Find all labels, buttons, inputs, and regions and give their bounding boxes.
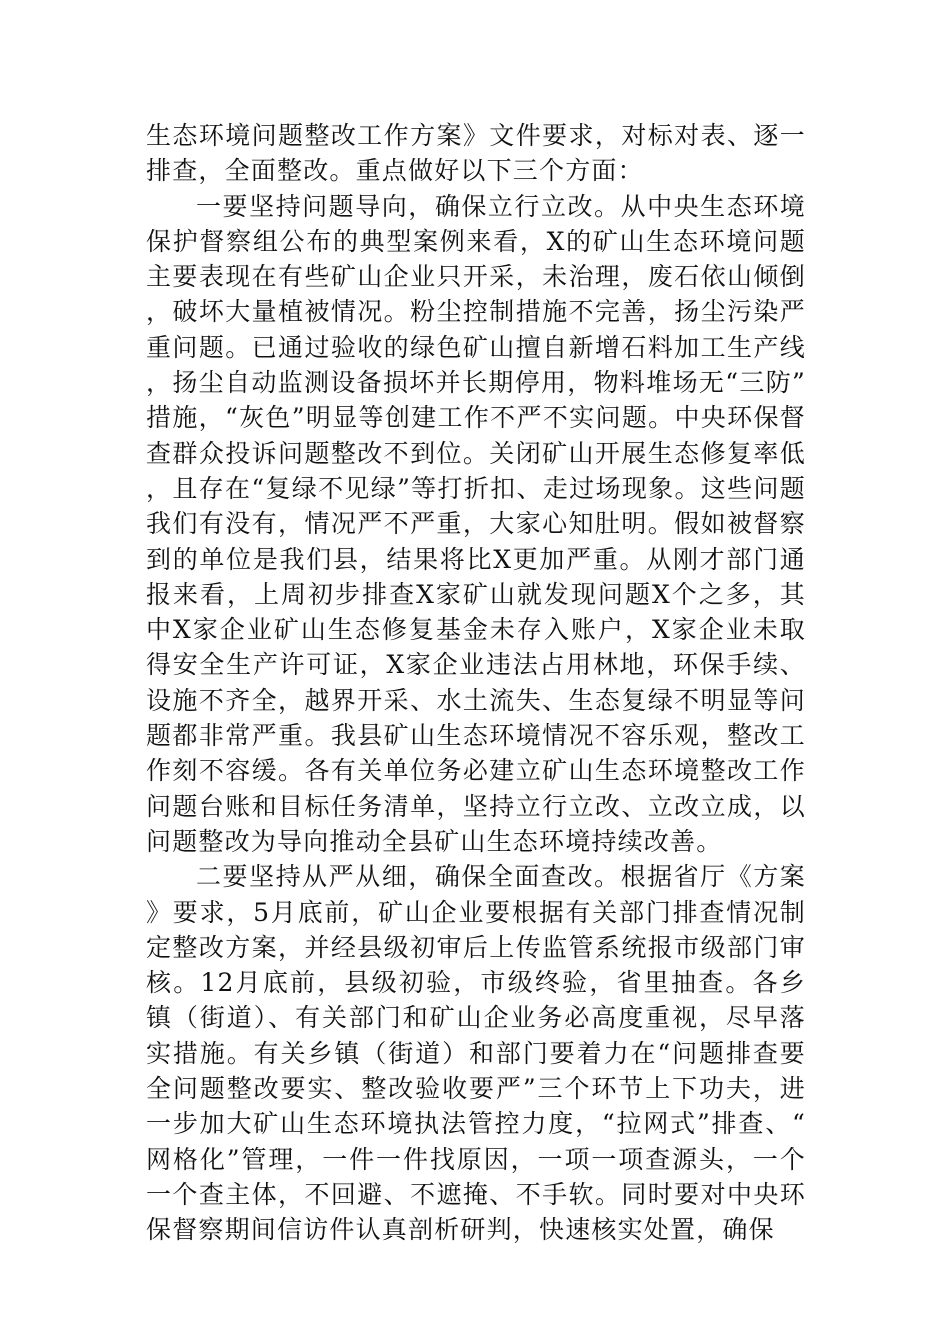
document-body bbox=[146, 118, 806, 1248]
paragraph-1: 生态环境问题整改工作方案》文件要求，对标对表、逐一排查，全面整改。重点做好以下三个方面： bbox=[146, 121, 806, 186]
paragraph-2: 一要坚持问题导向，确保立行立改。从中央生态环境保护督察组公布的典型案例来看，X的矿山生态环境问题主要表现在有些矿山企业只开采，未治理，废石依山倾倒，破坏大量植被情况。粉尘控制措施不完善，扬尘污染严重问题。已通过验收的绿色矿山擅自新增石料加工生产线，扬尘自动监测设备损坏并长期停用，物料堆场无“三防”措施，“灰色”明显等创建工作不严不实问题。中央环保督查群众投诉问题整改不到位。关闭矿山开展生态修复率低，且存在“复绿不见绿”等打折扣、走过场现象。这些问题我们有没有，情况严不严重，大家心知肚明。假如被督察到的单位是我们县，结果将比X更加严重。从刚才部门通报来看，上周初步排查X家矿山就发现问题X个之多，其中X家企业矿山生态修复基金未存入账户，X家企业未取得安全生产许可证，X家企业违法占用林地，环保手续、设施不齐全，越界开采、水土流失、生态复绿不明显等问题都非常严重。我县矿山生态环境情况不容乐观，整改工作刻不容缓。各有关单位务必建立矿山生态环境整改工作问题台账和目标任务清单，坚持立行立改、立改立成，以问题整改为导向推动全县矿山生态环境持续改善。 bbox=[146, 191, 806, 856]
paragraph-3: 二要坚持从严从细，确保全面查改。根据省厅《方案》要求，5月底前，矿山企业要根据有关部门排查情况制定整改方案，并经县级初审后上传监管系统报市级部门审核。12月底前，县级初验，市级终验，省里抽查。各乡镇（街道）、有关部门和矿山企业务必高度重视，尽早落实措施。有关乡镇（街道）和部门要着力在“问题排查要全问题整改要实、整改验收要严”三个环节上下功夫，进一步加大矿山生态环境执法管控力度，“拉网式”排查、“网格化”管理，一件一件找原因，一项一项查源头，一个一个查主体，不回避、不遮掩、不手软。同时要对中央环保督察期间信访件认真剖析研判，快速核实处置，确保 bbox=[146, 862, 806, 1245]
